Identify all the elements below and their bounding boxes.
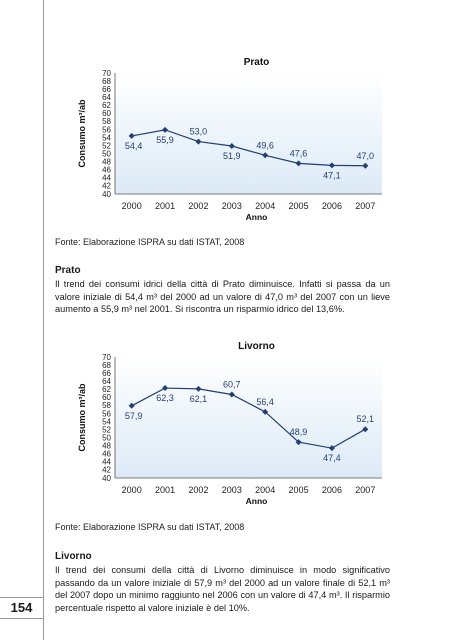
y-tick-label: 52 — [102, 425, 111, 435]
section-text-prato: Il trend dei consumi idrici della città di Prato diminuisce. Infatti si passa da un valore iniziale di 54,4 m³ del 2000 ad un valore di 47,0 m³ del 2007 con un lieve aumento a 55,9 m³ nel 2001. Si riscontra un risparmio idrico del 13,6%. — [55, 279, 390, 315]
x-tick-label: 2005 — [288, 201, 309, 211]
plot-area — [115, 73, 382, 194]
x-tick-label: 2003 — [221, 201, 242, 211]
y-tick-label: 68 — [102, 360, 111, 370]
data-label: 57,9 — [124, 410, 143, 421]
data-label: 62,3 — [156, 393, 174, 404]
y-axis-label: Consumo m³/ab — [77, 99, 87, 168]
chart-source-prato: Fonte: Elaborazione ISPRA su dati ISTAT, 2008 — [55, 237, 245, 247]
data-label: 49,6 — [256, 140, 274, 151]
y-tick-label: 66 — [102, 368, 111, 378]
y-tick-label: 44 — [102, 457, 111, 467]
y-tick-label: 42 — [102, 181, 111, 191]
x-tick-label: 2002 — [188, 485, 209, 495]
y-tick-label: 62 — [102, 385, 111, 395]
chart-prato — [70, 55, 382, 223]
data-label: 55,9 — [156, 134, 174, 145]
data-label: 47,1 — [323, 170, 341, 181]
y-tick-label: 56 — [102, 125, 111, 135]
y-tick-label: 56 — [102, 409, 111, 419]
y-tick-label: 66 — [102, 84, 111, 94]
chart-svg — [70, 55, 382, 223]
x-tick-label: 2003 — [221, 485, 242, 495]
x-tick-label: 2001 — [155, 485, 176, 495]
y-tick-label: 40 — [102, 473, 111, 483]
data-label: 53,0 — [189, 126, 208, 137]
x-tick-label: 2006 — [321, 485, 342, 495]
x-tick-label: 2002 — [188, 201, 209, 211]
data-label: 47,4 — [323, 453, 341, 464]
x-tick-label: 2004 — [255, 485, 276, 495]
x-tick-label: 2005 — [288, 485, 309, 495]
y-tick-label: 68 — [102, 76, 111, 86]
page-number: 154 — [0, 597, 43, 619]
y-tick-label: 40 — [102, 189, 111, 199]
y-tick-label: 64 — [102, 93, 111, 102]
data-label: 52,1 — [356, 414, 375, 425]
data-label: 54,4 — [124, 140, 143, 151]
x-tick-label: 2001 — [155, 201, 176, 211]
y-tick-label: 52 — [102, 141, 111, 151]
data-label: 56,4 — [256, 396, 274, 407]
y-tick-label: 50 — [102, 433, 111, 443]
section-heading-prato: Prato — [55, 265, 81, 276]
x-tick-label: 2007 — [355, 201, 376, 211]
y-tick-label: 48 — [102, 157, 111, 167]
y-tick-label: 46 — [102, 165, 111, 175]
section-heading-livorno: Livorno — [55, 551, 92, 562]
x-axis-label: Anno — [245, 496, 268, 506]
chart-livorno — [70, 339, 382, 507]
y-tick-label: 54 — [102, 417, 111, 427]
y-tick-label: 58 — [102, 117, 111, 127]
x-tick-label: 2000 — [121, 485, 142, 495]
data-label: 62,1 — [189, 393, 208, 404]
data-label: 47,6 — [289, 148, 308, 159]
x-axis-label: Anno — [245, 212, 268, 222]
y-tick-label: 58 — [102, 401, 111, 411]
y-axis-label: Consumo m³/ab — [77, 383, 87, 452]
y-tick-label: 42 — [102, 465, 111, 475]
data-label: 47,0 — [356, 150, 375, 161]
plot-area — [115, 357, 382, 478]
y-tick-label: 50 — [102, 149, 111, 159]
chart-title: Prato — [243, 57, 270, 68]
y-tick-label: 44 — [102, 173, 111, 183]
data-label: 60,7 — [223, 379, 241, 390]
y-tick-label: 60 — [102, 393, 111, 403]
y-tick-label: 62 — [102, 101, 111, 111]
x-tick-label: 2000 — [121, 201, 142, 211]
data-label: 48,9 — [289, 427, 308, 438]
data-label: 51,9 — [223, 151, 241, 162]
side-margin-bar — [0, 0, 43, 640]
y-tick-label: 60 — [102, 109, 111, 119]
x-tick-label: 2006 — [321, 201, 342, 211]
x-tick-label: 2004 — [255, 201, 276, 211]
x-tick-label: 2007 — [355, 485, 376, 495]
chart-title: Livorno — [238, 341, 275, 352]
y-tick-label: 64 — [102, 377, 111, 386]
y-tick-label: 46 — [102, 449, 111, 459]
y-tick-label: 70 — [102, 68, 111, 78]
chart-source-livorno: Fonte: Elaborazione ISPRA su dati ISTAT, 2008 — [55, 522, 245, 532]
y-tick-label: 48 — [102, 441, 111, 451]
side-rule — [43, 0, 44, 640]
y-tick-label: 54 — [102, 133, 111, 143]
section-text-livorno: Il trend dei consumi della città di Livorno diminuisce in modo significativo passando da un valore iniziale di 57,9 m³ del 2000 ad un valore finale di 52,1 m³ del 2007 dopo un minimo raggiunto nel 2006 con un valore di 47,4 m³. Il risparmio percentuale rispetto al valore iniziale è del 10%. — [55, 565, 390, 613]
chart-svg — [70, 339, 382, 507]
y-tick-label: 70 — [102, 352, 111, 362]
